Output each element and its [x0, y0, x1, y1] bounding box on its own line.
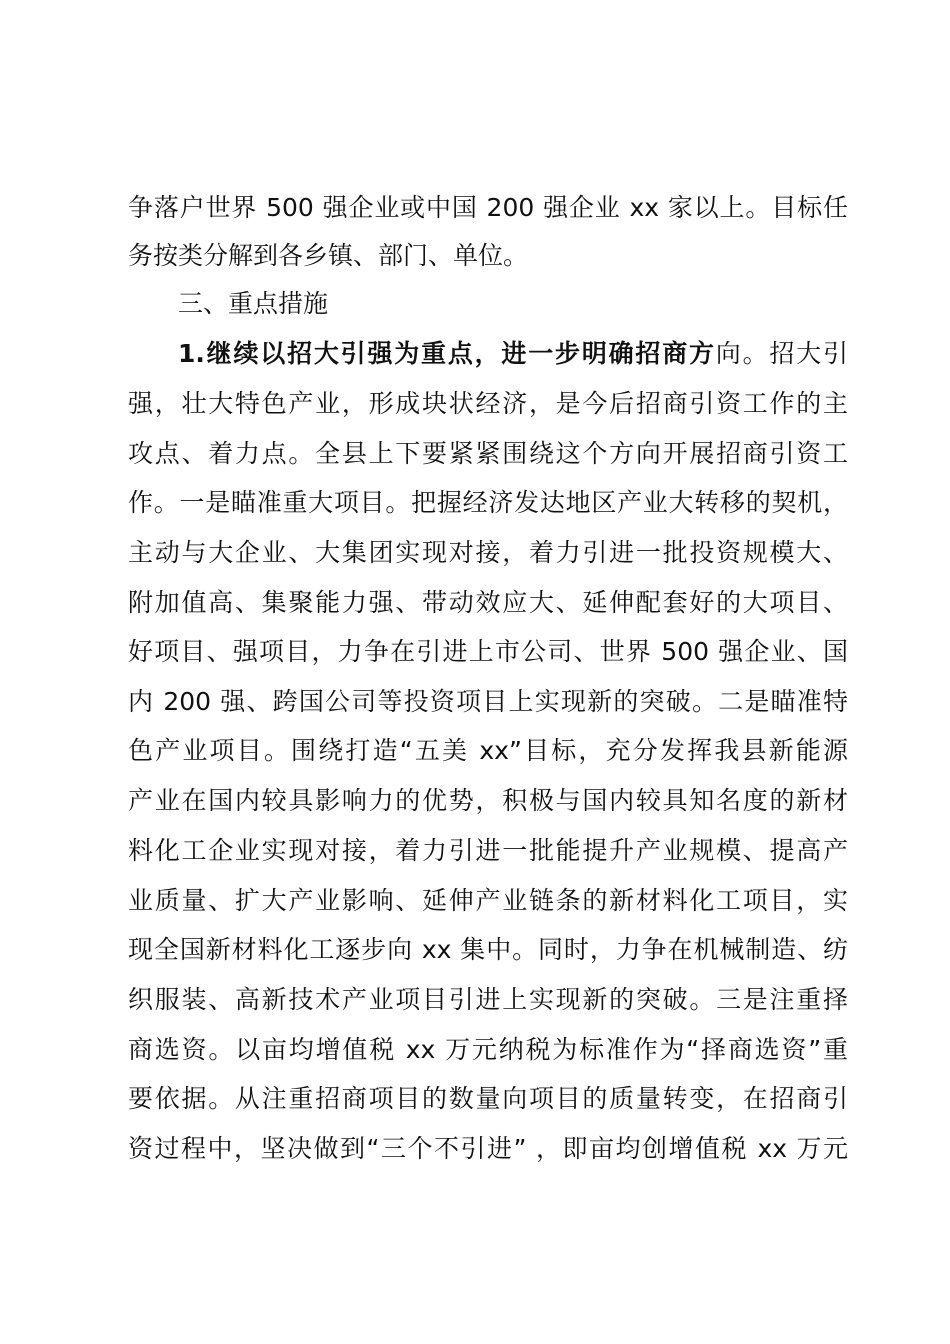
paragraph-line: 产业在国内较具影响力的优势，积极与国内较具知名度的新材 — [128, 786, 848, 815]
paragraph-line: 务按类分解到各乡镇、部门、单位。 — [128, 241, 529, 270]
paragraph-line: 主动与大企业、大集团实现对接，着力引进一批投资规模大、 — [128, 538, 848, 567]
paragraph-line: 料化工企业实现对接，着力引进一批能提升产业规模、提高产 — [128, 836, 848, 865]
paragraph-line: 强，壮大特色产业，形成块状经济，是今后招商引资工作的主 — [128, 389, 848, 418]
paragraph-line: 好项目、强项目，力争在引进上市公司、世界 500 强企业、国 — [128, 637, 848, 666]
paragraph-line: 内 200 强、跨国公司等投资项目上实现新的突破。二是瞄准特 — [128, 687, 848, 716]
paragraph-line: 现全国新材料化工逐步向 xx 集中。同时，力争在机械制造、纺 — [128, 935, 848, 964]
subsection-heading-line — [178, 334, 848, 374]
paragraph-line: 攻点、着力点。全县上下要紧紧围绕这个方向开展招商引资工 — [128, 439, 848, 468]
paragraph-line: 争落户世界 500 强企业或中国 200 强企业 xx 家以上。目标任 — [128, 193, 848, 222]
paragraph-line: 色产业项目。围绕打造“五美 xx”目标，充分发挥我县新能源 — [128, 736, 848, 765]
section-heading: 三、重点措施 — [178, 289, 329, 318]
paragraph-line: 业质量、扩大产业影响、延伸产业链条的新材料化工项目，实 — [128, 886, 848, 915]
paragraph-line: 商选资。以亩均增值税 xx 万元纳税为标准作为“择商选资”重 — [128, 1035, 848, 1064]
paragraph-line: 织服装、高新技术产业项目引进上实现新的突破。三是注重择 — [128, 985, 848, 1014]
paragraph-line: 作。一是瞄准重大项目。把握经济发达地区产业大转移的契机， — [128, 488, 848, 517]
paragraph-line: 要依据。从注重招商项目的数量向项目的质量转变，在招商引 — [128, 1084, 848, 1113]
subsection-title-rest: 向。招大引 — [715, 339, 848, 368]
subsection-title: 1.继续以招大引强为重点，进一步明确招商方 — [178, 339, 716, 368]
paragraph-line: 资过程中，坚决做到“三个不引进” ，即亩均创增值税 xx 万元 — [128, 1134, 848, 1163]
paragraph-line: 附加值高、集聚能力强、带动效应大、延伸配套好的大项目、 — [128, 588, 848, 617]
